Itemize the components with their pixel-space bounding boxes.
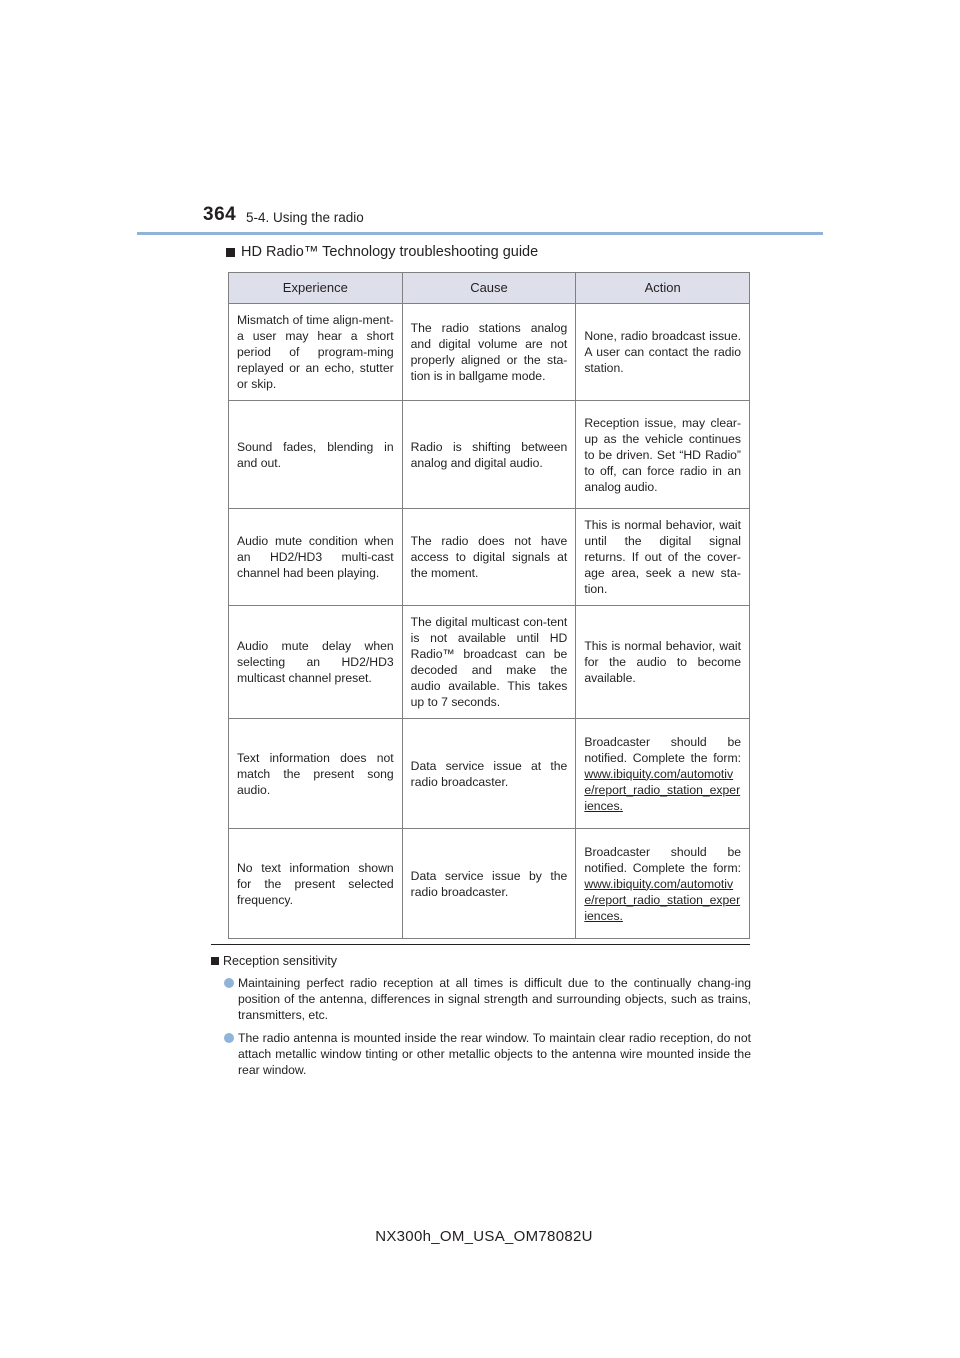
guide-heading-text: HD Radio™ Technology troubleshooting guide: [241, 244, 539, 260]
reception-bullet-text: Maintaining perfect radio reception at all times is difficult due to the continually chang-ing position of the antenna, differences in signal strength and surrounding objects, such as trains, transmitters, etc.: [238, 976, 751, 1022]
square-bullet-icon: [211, 957, 219, 965]
cause-cell: Data service issue at the radio broadcaster.: [402, 719, 576, 829]
column-header-cause: Cause: [402, 273, 576, 304]
section-divider: [211, 944, 750, 945]
reception-bullet: [224, 1030, 751, 1078]
guide-heading: [226, 244, 538, 260]
cause-cell: Radio is shifting between analog and digital audio.: [402, 401, 576, 509]
reception-heading: [211, 954, 337, 968]
reception-heading-text: Reception sensitivity: [223, 954, 337, 968]
column-header-action: Action: [576, 273, 750, 304]
action-text: Broadcaster should be notified. Complete the form:: [584, 734, 741, 765]
experience-cell: Sound fades, blending in and out.: [229, 401, 403, 509]
table-row: [229, 401, 750, 509]
reception-bullet-text: The radio antenna is mounted inside the rear window. To maintain clear radio reception, do not attach metallic window tinting or other metallic objects to the antenna wire mounted inside the rear window.: [238, 1031, 751, 1077]
experience-cell: Mismatch of time align-ment- a user may hear a short period of program-ming replayed or an echo, stutter or skip.: [229, 304, 403, 401]
header-rule: [137, 232, 823, 235]
cause-cell: Data service issue by the radio broadcaster.: [402, 829, 576, 939]
action-cell: This is normal behavior, wait until the digital signal returns. If out of the cover-age area, seek a new sta-tion.: [576, 509, 750, 606]
cause-cell: The radio does not have access to digital signals at the moment.: [402, 509, 576, 606]
experience-cell: Text information does not match the present song audio.: [229, 719, 403, 829]
experience-cell: Audio mute delay when selecting an HD2/HD3 multicast channel preset.: [229, 606, 403, 719]
troubleshooting-table: [228, 272, 750, 939]
document-footer: [0, 1228, 960, 1245]
action-text: Broadcaster should be notified. Complete the form:: [584, 844, 741, 875]
table-header-row: [229, 273, 750, 304]
section-title: 5-4. Using the radio: [246, 210, 364, 225]
experience-cell: No text information shown for the present selected frequency.: [229, 829, 403, 939]
cause-cell: The radio stations analog and digital volume are not properly aligned or the sta-tion is in ballgame mode.: [402, 304, 576, 401]
table-row: [229, 606, 750, 719]
experience-cell: Audio mute condition when an HD2/HD3 multi-cast channel had been playing.: [229, 509, 403, 606]
action-cell: [576, 829, 750, 939]
table-row: [229, 304, 750, 401]
circle-bullet-icon: [224, 978, 234, 988]
action-cell: Reception issue, may clear-up as the vehicle continues to be driven. Set “HD Radio” to off, can force radio in an analog audio.: [576, 401, 750, 509]
circle-bullet-icon: [224, 1033, 234, 1043]
page-number: 364: [203, 204, 237, 225]
action-cell: None, radio broadcast issue. A user can contact the radio station.: [576, 304, 750, 401]
table-row: [229, 719, 750, 829]
column-header-experience: Experience: [229, 273, 403, 304]
action-cell: [576, 719, 750, 829]
table-row: [229, 509, 750, 606]
cause-cell: The digital multicast con-tent is not available until HD Radio™ broadcast can be decoded and make the audio available. This takes up to 7 seconds.: [402, 606, 576, 719]
footer-code: NX300h_OM_USA_OM78082U: [375, 1228, 593, 1245]
action-cell: This is normal behavior, wait for the audio to become available.: [576, 606, 750, 719]
table-row: [229, 829, 750, 939]
reception-bullet: [224, 975, 751, 1023]
square-bullet-icon: [226, 248, 235, 257]
report-link[interactable]: www.ibiquity.com/automotive/report_radio_station_experiences.: [584, 876, 741, 923]
report-link[interactable]: www.ibiquity.com/automotive/report_radio_station_experiences.: [584, 766, 741, 813]
